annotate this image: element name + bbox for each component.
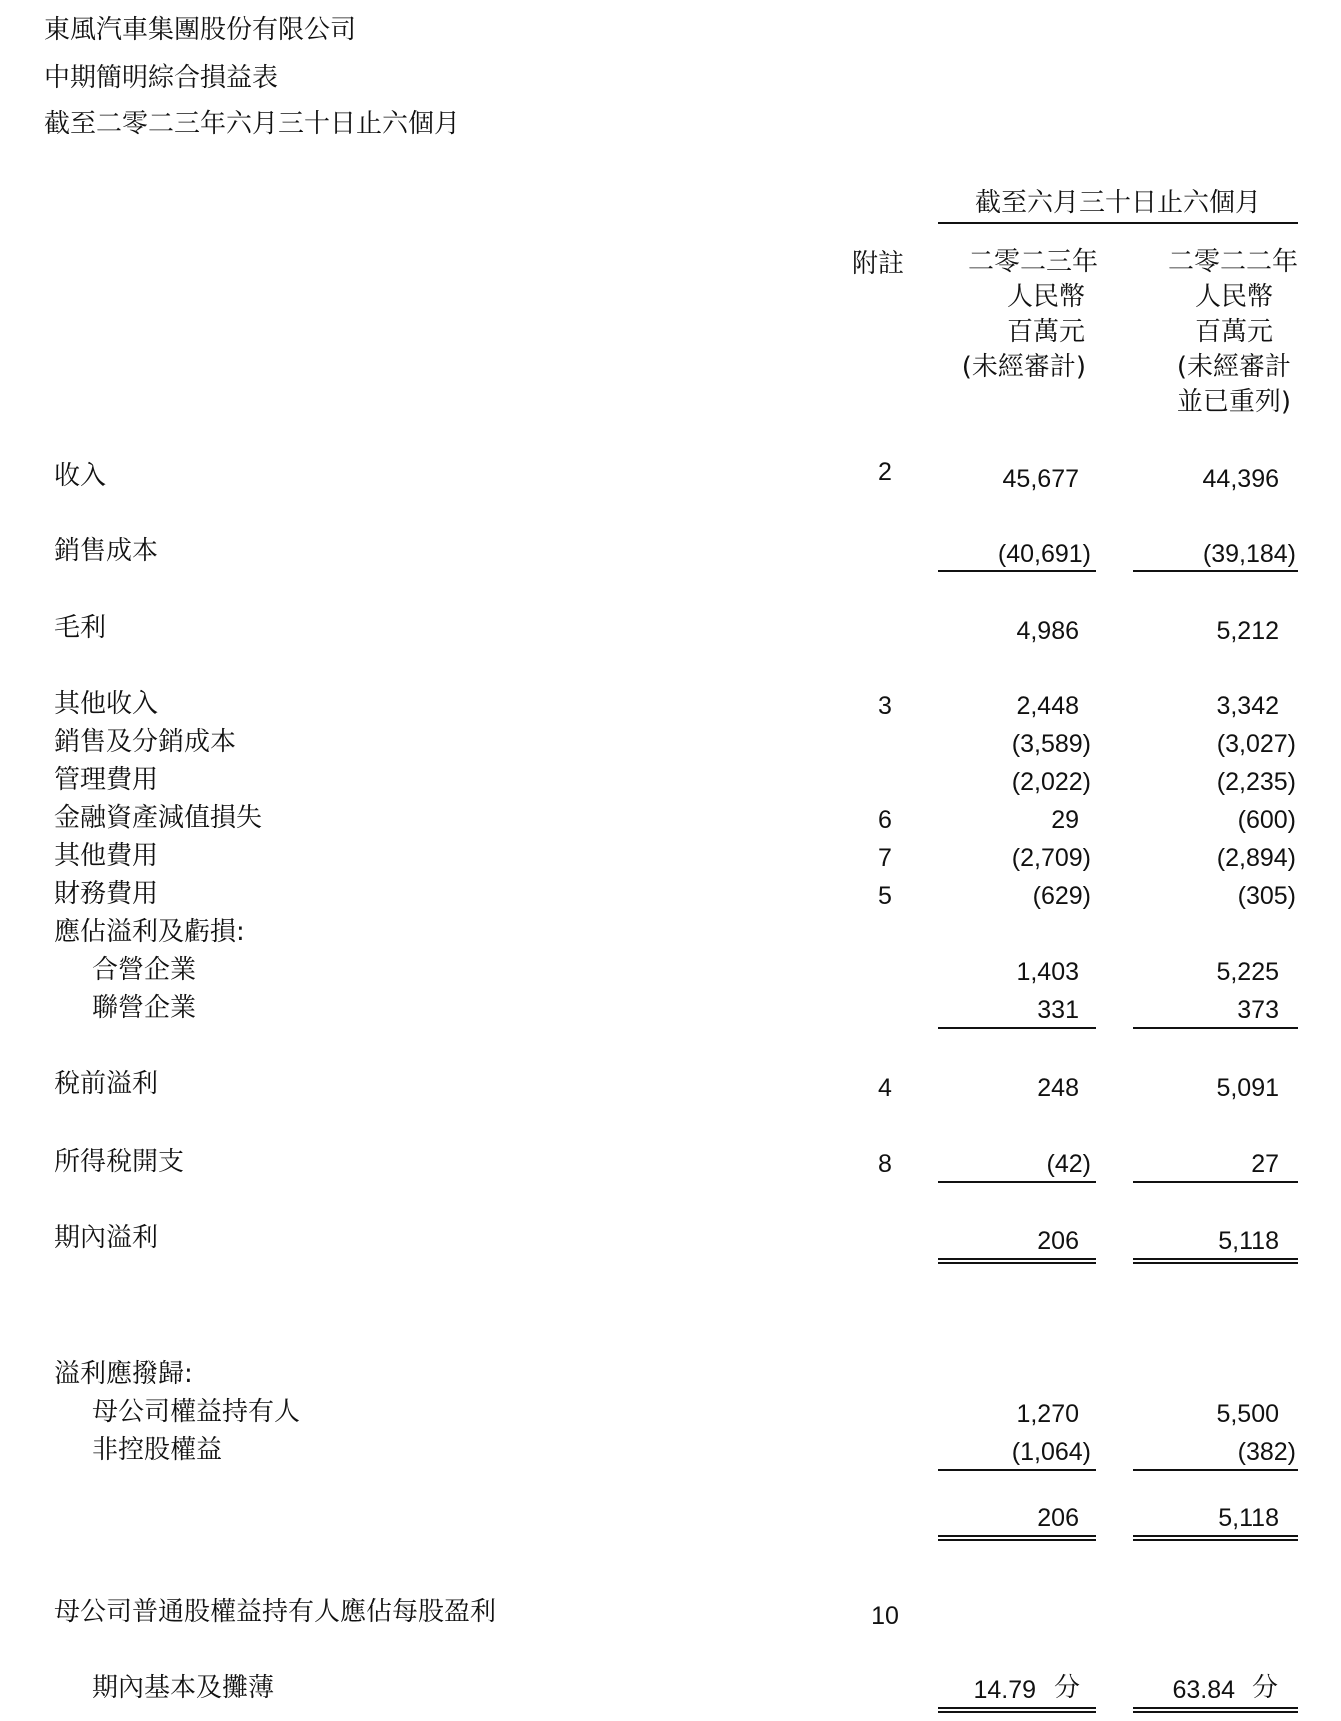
income-tax-2022: 27 [1251,1150,1279,1178]
income-tax-2023: (42) [1046,1150,1091,1178]
attrib-total-double-rule-2023 [938,1535,1096,1541]
impairment-2022: (600) [1237,806,1296,834]
other-income-2023: 2,448 [1016,692,1079,720]
attrib-total-double-rule-2022 [1133,1535,1298,1541]
owners-of-parent-2023: 1,270 [1016,1400,1079,1428]
owners-of-parent-2022: 5,500 [1216,1400,1279,1428]
other-expenses-note: 7 [878,844,892,872]
profit-before-tax-2023: 248 [1037,1074,1079,1102]
attrib-total-2023: 206 [1037,1504,1079,1532]
col2022-year: 二零二二年 [1167,247,1298,277]
gross-profit-label: 毛利 [54,613,107,643]
col2022-currency: 人民幣 [1194,282,1273,312]
associates-2023: 331 [1037,996,1079,1024]
attrib-total-2022: 5,118 [1218,1504,1279,1532]
finance-costs-2022: (305) [1237,882,1296,910]
profit-for-period-double-rule-2022 [1133,1258,1298,1264]
admin-expenses-2022: (2,235) [1216,768,1296,796]
revenue-note: 2 [878,458,892,486]
cost-of-sales-rule-2023 [938,570,1096,572]
income-tax-rule-2022 [1133,1181,1298,1183]
eps-basic-diluted-2022: 63.84 [1172,1676,1235,1704]
impairment-2023: 29 [1051,806,1079,834]
income-tax-rule-2023 [938,1181,1096,1183]
period-heading-rule [938,222,1298,224]
gross-profit-2022: 5,212 [1216,617,1279,645]
cost-of-sales-2022: (39,184) [1202,540,1296,568]
owners-of-parent-label: 母公司權益持有人 [92,1397,301,1427]
finance-costs-2023: (629) [1032,882,1091,910]
other-income-note: 3 [878,692,892,720]
profit-before-tax-2022: 5,091 [1216,1074,1279,1102]
eps-heading-note: 10 [871,1602,899,1630]
selling-distribution-label: 銷售及分銷成本 [54,727,237,757]
period-column-heading: 截至六月三十日止六個月 [974,188,1261,218]
finance-costs-note: 5 [878,882,892,910]
other-income-label: 其他收入 [54,689,159,719]
col2023-currency: 人民幣 [1006,282,1085,312]
col2022-status-line2: 並已重列) [1176,387,1291,417]
other-expenses-2023: (2,709) [1011,844,1091,872]
associates-2022: 373 [1237,996,1279,1024]
joint-ventures-2022: 5,225 [1216,958,1279,986]
revenue-2022: 44,396 [1202,465,1279,493]
selling-distribution-2023: (3,589) [1011,730,1091,758]
admin-expenses-label: 管理費用 [54,765,159,795]
profit-for-period-2023: 206 [1037,1227,1079,1255]
profit-for-period-double-rule-2023 [938,1258,1096,1264]
impairment-label: 金融資產減值損失 [54,803,263,833]
col2022-unit: 百萬元 [1194,317,1273,347]
profit-before-tax-note: 4 [878,1074,892,1102]
income-tax-label: 所得稅開支 [54,1147,185,1177]
statement-period: 截至二零二三年六月三十日止六個月 [44,109,461,139]
col2023-year: 二零二三年 [967,247,1098,277]
eps-double-rule-2023 [938,1707,1096,1713]
cost-of-sales-2023: (40,691) [997,540,1091,568]
associates-label: 聯營企業 [92,993,197,1023]
attributable-to-label: 溢利應撥歸: [54,1359,193,1389]
eps-heading-label: 母公司普通股權益持有人應佔每股盈利 [54,1597,497,1627]
non-controlling-2022: (382) [1237,1438,1296,1466]
admin-expenses-2023: (2,022) [1011,768,1091,796]
non-controlling-label: 非控股權益 [92,1435,223,1465]
share-of-pl-label: 應佔溢利及虧損: [54,917,245,947]
eps-unit-2022: 分 [1252,1673,1279,1703]
joint-ventures-label: 合營企業 [92,955,197,985]
non-controlling-rule-2022 [1133,1469,1298,1471]
eps-unit-2023: 分 [1054,1673,1081,1703]
eps-double-rule-2022 [1133,1707,1298,1713]
associates-rule-2022 [1133,1027,1298,1029]
other-expenses-2022: (2,894) [1216,844,1296,872]
associates-rule-2023 [938,1027,1096,1029]
other-income-2022: 3,342 [1216,692,1279,720]
note-column-heading: 附註 [852,249,905,279]
selling-distribution-2022: (3,027) [1216,730,1296,758]
eps-basic-diluted-2023: 14.79 [973,1676,1036,1704]
non-controlling-rule-2023 [938,1469,1096,1471]
cost-of-sales-rule-2022 [1133,570,1298,572]
col2022-status-line1: (未經審計 [1176,352,1291,382]
other-expenses-label: 其他費用 [54,841,159,871]
impairment-note: 6 [878,806,892,834]
gross-profit-2023: 4,986 [1016,617,1079,645]
profit-for-period-2022: 5,118 [1218,1227,1279,1255]
non-controlling-2023: (1,064) [1011,1438,1091,1466]
income-tax-note: 8 [878,1150,892,1178]
joint-ventures-2023: 1,403 [1016,958,1079,986]
profit-for-period-label: 期內溢利 [54,1223,159,1253]
company-name: 東風汽車集團股份有限公司 [44,15,357,45]
col2023-unit: 百萬元 [1006,317,1085,347]
statement-title: 中期簡明綜合損益表 [44,63,279,93]
finance-costs-label: 財務費用 [54,879,159,909]
col2023-status: (未經審計) [961,352,1086,382]
revenue-label: 收入 [54,461,107,491]
cost-of-sales-label: 銷售成本 [54,536,159,566]
profit-before-tax-label: 稅前溢利 [54,1069,159,1099]
eps-basic-diluted-label: 期內基本及攤薄 [92,1673,275,1703]
revenue-2023: 45,677 [1002,465,1079,493]
